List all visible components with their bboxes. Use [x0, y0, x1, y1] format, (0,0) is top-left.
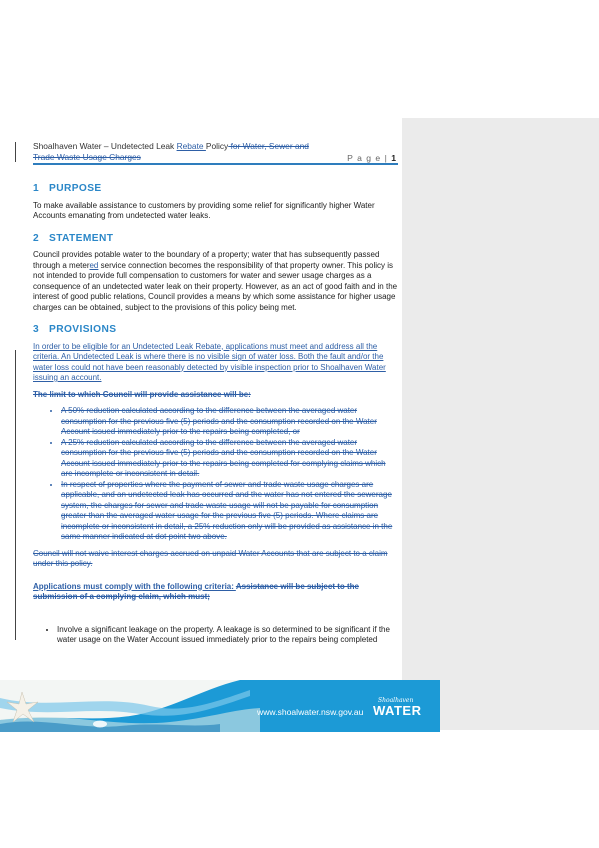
page-header [33, 141, 398, 163]
change-bar [15, 142, 16, 162]
header-rule [33, 163, 398, 165]
deleted-interest-paragraph: Council will not waive interest charges accrued on unpaid Water Accounts that are subject to a claim under this policy. [33, 548, 388, 568]
logo-wordmark-top: Shoalhaven [378, 697, 414, 704]
shoalhaven-water-logo: WATER [373, 703, 422, 718]
purpose-paragraph: To make available assistance to customers by providing some relief for significantly higher Water Accounts emanating from undetected water leaks. [33, 200, 375, 220]
header-title-word: Policy [205, 141, 229, 151]
section-heading-purpose: 1 PURPOSE [33, 183, 102, 194]
criteria-list [33, 625, 398, 646]
page-footer [0, 680, 440, 732]
header-title-inserted: Rebate [176, 141, 206, 151]
criteria-heading: Applications must comply with the following criteria: Assistance will be subject to the submission of a complying claim, which must; [33, 581, 359, 601]
shell-icon [93, 721, 107, 728]
page-number: P a g e | 1 [347, 153, 396, 163]
header-title-prefix: Shoalhaven Water – Undetected Leak [33, 141, 177, 151]
list-item: • A 50% reduction calculated according to the difference between the averaged water consumption for the previous five (5) periods and the consumption recorded on the Water Account issued immediately prior to the repairs being completed, or [61, 406, 398, 438]
list-item: • A 25% reduction calculated according to the difference between the averaged water consumption for the previous five (5) periods and the consumption recorded on the Water Account issued immediately prior to the repairs being completed for complying claims which are incomplete or inconsistent in detail. [61, 438, 398, 480]
deleted-limit-heading: The limit to which Council will provide assistance will be: [33, 389, 251, 399]
change-bar [15, 350, 16, 640]
header-title-deleted-1: for Water, Sewer and [228, 141, 309, 151]
list-item: • In respect of properties where the payment of sewer and trade waste usage charges are applicable, and an undetected leak has occurred and the water has not entered the sewerage system, the charges for sewer and trade waste usage will not be payable for consumption greater than the averaged water usage for the previous five (5) periods. Where claims are incomplete or inconsistent in detail, a 25% reduction only will be provided as assistance in the same manner indicated at dot point two above. [61, 480, 398, 543]
markup-pane [402, 118, 599, 730]
section-heading-statement: 2 STATEMENT [33, 232, 114, 244]
inserted-eligibility-paragraph: In order to be eligible for an Undetected Leak Rebate, applications must meet and address all the criteria. An Undetected Leak is where there is no visible sign of water loss. Both the fault and/or the water loss could not have been reasonably detected by visible inspection prior to Shoalhaven Water issuing an account. [33, 341, 386, 382]
document-body [33, 172, 398, 646]
statement-paragraph: Council provides potable water to the boundary of a property; water that has subsequently passed through a metered service connection becomes the responsibility of that property owner. This policy is not intended to provide full compensation to customers for water and sewer usage charges as a consequence of an undetected water leak on their property. However, as an act of good faith and in the interest of good public relations, Council provides a means by which some assistance for higher usage charges can be obtained, subject to the provisions of this policy being met. [33, 250, 398, 312]
header-title-deleted-2: Trade Waste Usage Charges [33, 152, 141, 162]
deleted-bullet-list [33, 406, 398, 543]
list-item: • Involve a significant leakage on the property. A leakage is so determined to be significant if the water usage on the Water Account issued immediately prior to the repairs being completed [57, 625, 398, 646]
section-heading-provisions: 3 PROVISIONS [33, 324, 117, 335]
footer-url[interactable]: www.shoalwater.nsw.gov.au [257, 707, 364, 717]
